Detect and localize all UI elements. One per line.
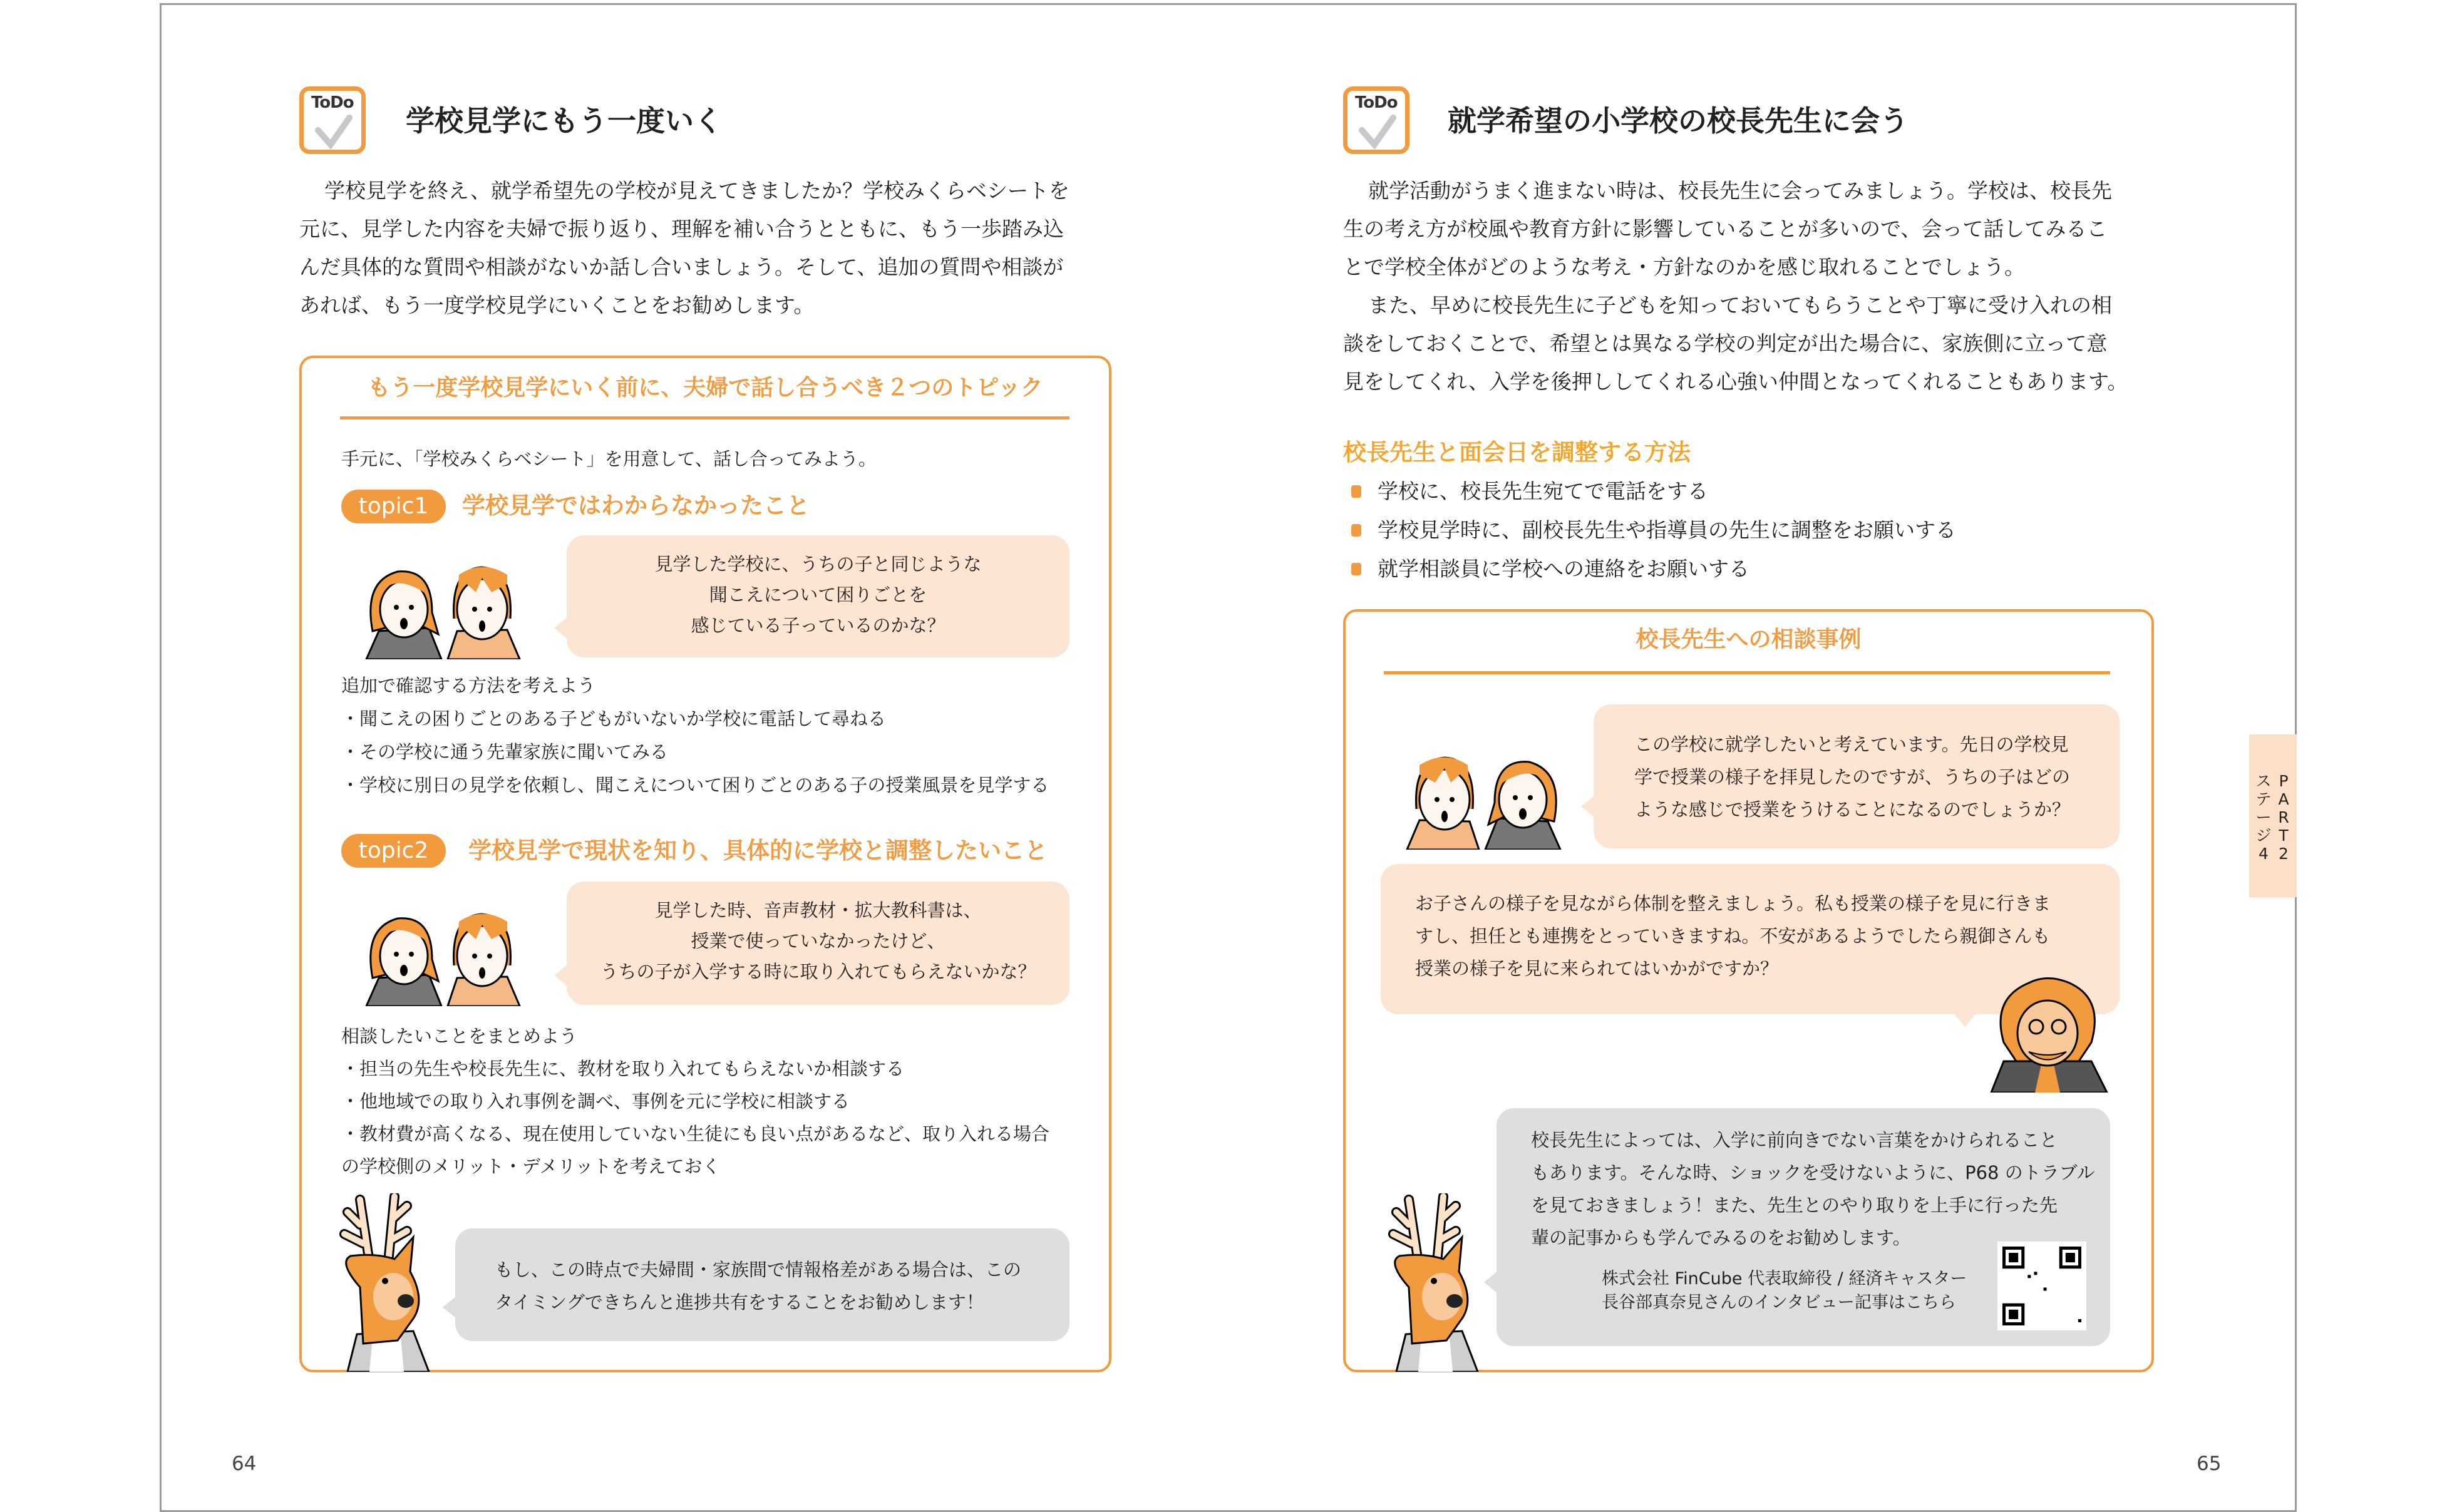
list-title: 相談したいことをまとめよう <box>341 1026 578 1047</box>
bullet-icon <box>1351 485 1361 498</box>
qr-code-icon <box>2002 1247 2081 1325</box>
topic-heading: 学校見学で現状を知り、具体的に学校と調整したいこと <box>468 837 1048 864</box>
qr-code[interactable] <box>1997 1242 2086 1330</box>
bubble-line: もし、この時点で夫婦間・家族間で情報格差がある場合は、この <box>495 1259 1022 1280</box>
box-heading: 校長先生への相談事例 <box>1636 627 1862 652</box>
bubble-line: を見ておきましょう！また、先生とのやり取りを上手に行った先 <box>1531 1195 2058 1216</box>
topic-badge: topic2 <box>341 834 446 868</box>
bubble-line: ような感じで授業をうけることになるのでしょうか？ <box>1634 799 2071 820</box>
bubble-line: この学校に就学したいと考えています。先日の学校見 <box>1634 734 2069 755</box>
text-line: 学校見学を終え、就学希望先の学校が見えてきましたか？学校みくらベシートを <box>324 178 1069 203</box>
bubble-line: お子さんの様子を見ながら体制を整えましょう。私も授業の様子を見に行きま <box>1415 893 2051 914</box>
list-item-text: 就学相談員に学校への連絡をお願いする <box>1378 557 1749 581</box>
list-item-text: 学校に、校長先生宛てで電話をする <box>1378 479 1708 503</box>
speech-bubble <box>567 882 1069 1005</box>
bubble-line: 感じている子っているのかな？ <box>691 615 945 636</box>
topic-badge: topic1 <box>341 490 446 523</box>
list-item: ・他地域での取り入れ事例を調べ、事例を元に学校に相談する <box>341 1091 850 1112</box>
page-number: 64 <box>232 1453 257 1475</box>
text-line: とで学校全体がどのような考え・方針なのかを感じ取れることでしょう。 <box>1343 255 2025 279</box>
bubble-tail <box>554 964 568 987</box>
bubble-line: もあります。そんな時、ショックを受けないように、P68 のトラブル <box>1531 1162 2095 1183</box>
bubble-line: 見学した時、音声教材・拡大教科書は、 <box>654 900 982 921</box>
bubble-line: うちの子が入学する時に取り入れてもらえないかな？ <box>600 961 1036 982</box>
todo-check-icon <box>299 86 366 154</box>
bubble-line: 校長先生によっては、入学に前向きでない言葉をかけられること <box>1531 1129 2058 1151</box>
parent-speech-bubble <box>1594 704 2120 848</box>
box-lead: 手元に、「学校みくらベシート」を用意して、話し合ってみよう。 <box>341 448 877 470</box>
interview-credit <box>1602 1268 1967 1314</box>
list-item: ・聞こえの困りごとのある子どもがいないか学校に電話して尋ねる <box>341 708 887 729</box>
speech-bubble <box>567 535 1069 657</box>
bullet-icon <box>1351 563 1361 575</box>
bubble-tail <box>1484 1271 1498 1293</box>
bubble-tail <box>1581 795 1595 818</box>
list-item: ・学校に別日の見学を依頼し、聞こえについて困りごとのある子の授業風景を見学する <box>341 774 1049 796</box>
parents-illustration <box>360 903 529 1009</box>
page-number: 65 <box>2197 1453 2222 1475</box>
box-heading: もう一度学校見学にいく前に、夫婦で話し合うべき２つのトピック <box>368 375 1043 401</box>
topic-heading: 学校見学ではわからなかったこと <box>462 492 810 519</box>
list-item: の学校側のメリット・デメリットを考えておく <box>341 1156 721 1177</box>
credit-line: 株式会社 FinCube 代表取締役 / 経済キャスター <box>1602 1269 1967 1288</box>
list-item: ・教材費が高くなる、現在使用していない生徒にも良い点があるなど、取り入れる場合 <box>341 1123 1050 1144</box>
list-item: ・その学校に通う先輩家族に聞いてみる <box>341 741 669 763</box>
section-heading: 校長先生と面会日を調整する方法 <box>1343 439 1691 466</box>
deer-mascot-illustration <box>1374 1193 1493 1374</box>
text-line: 元に、見学した内容を夫婦で振り返り、理解を補い合うとともに、もう一歩踏み込 <box>299 217 1064 241</box>
parents-illustration <box>360 556 529 662</box>
list-item-text: 学校見学時に、副校長先生や指導員の先生に調整をお願いする <box>1378 518 1956 542</box>
bubble-tail <box>554 617 568 639</box>
todo-label: ToDo <box>311 93 354 112</box>
chapter-side-tab <box>2249 734 2297 897</box>
list-item: ・担当の先生や校長先生に、教材を取り入れてもらえないか相談する <box>341 1058 905 1079</box>
topic-list <box>341 674 1049 807</box>
divider <box>1384 671 2110 674</box>
todo-label: ToDo <box>1355 93 1398 112</box>
tab-part-label: P A R T 2 <box>2278 772 2289 863</box>
bubble-line: 見学した学校に、うちの子と同じような <box>654 553 982 575</box>
bubble-tail <box>443 1296 456 1319</box>
topic-list <box>341 1025 1049 1188</box>
deer-mascot-illustration <box>326 1193 445 1374</box>
bubble-line: すし、担任とも連携をとっていきますね。不安があるようでしたら親御さんも <box>1415 925 2051 947</box>
text-line: 談をしておくことで、希望とは異なる学校の判定が出た場合に、家族側に立って意 <box>1343 331 2108 356</box>
text-line: また、早めに校長先生に子どもを知っておいてもらうことや丁寧に受け入れの相 <box>1368 293 2112 317</box>
text-line: んだ具体的な質問や相談がないか話し合いましょう。そして、追加の質問や相談が <box>299 255 1064 279</box>
intro-paragraph <box>1343 178 2128 408</box>
principal-illustration <box>1985 974 2110 1095</box>
intro-paragraph <box>299 178 1069 331</box>
text-line: 就学活動がうまく進まない時は、校長先生に会ってみましょう。学校は、校長先 <box>1368 178 2112 203</box>
bubble-tail <box>1954 1013 1976 1027</box>
bubble-line: 授業の様子を見に来られてはいかがですか？ <box>1415 958 1779 979</box>
bubble-line: 聞こえについて困りごとを <box>709 584 927 605</box>
bubble-line: 輩の記事からも学んでみるのをお勧めします。 <box>1531 1227 1911 1248</box>
list-title: 追加で確認する方法を考えよう <box>341 675 596 696</box>
page-title: 就学希望の小学校の校長先生に会う <box>1448 104 1909 138</box>
bubble-line: 学で授業の様子を拝見したのですが、うちの子はどの <box>1634 766 2071 788</box>
todo-check-icon <box>1343 86 1409 154</box>
bubble-line: 授業で使っていなかったけど、 <box>691 930 945 952</box>
page-title: 学校見学にもう一度いく <box>406 104 723 138</box>
parents-illustration <box>1398 746 1567 852</box>
text-line: あれば、もう一度学校見学にいくことをお勧めします。 <box>299 293 815 317</box>
text-line: 生の考え方が校風や教育方針に影響していることが多いので、会って話してみるこ <box>1343 217 2108 241</box>
text-line: 見をしてくれ、入学を後押ししてくれる心強い仲間となってくれることもあります。 <box>1343 369 2128 394</box>
tab-stage-label: ス テ ー ジ 4 <box>2255 772 2272 863</box>
mascot-speech-bubble <box>455 1228 1069 1341</box>
bubble-line: タイミングできちんと進捗共有をすることをお勧めします！ <box>495 1292 984 1313</box>
credit-line: 長谷部真奈見さんのインタビュー記事はこちら <box>1602 1293 1956 1312</box>
bullet-icon <box>1351 524 1361 537</box>
divider <box>340 416 1069 419</box>
